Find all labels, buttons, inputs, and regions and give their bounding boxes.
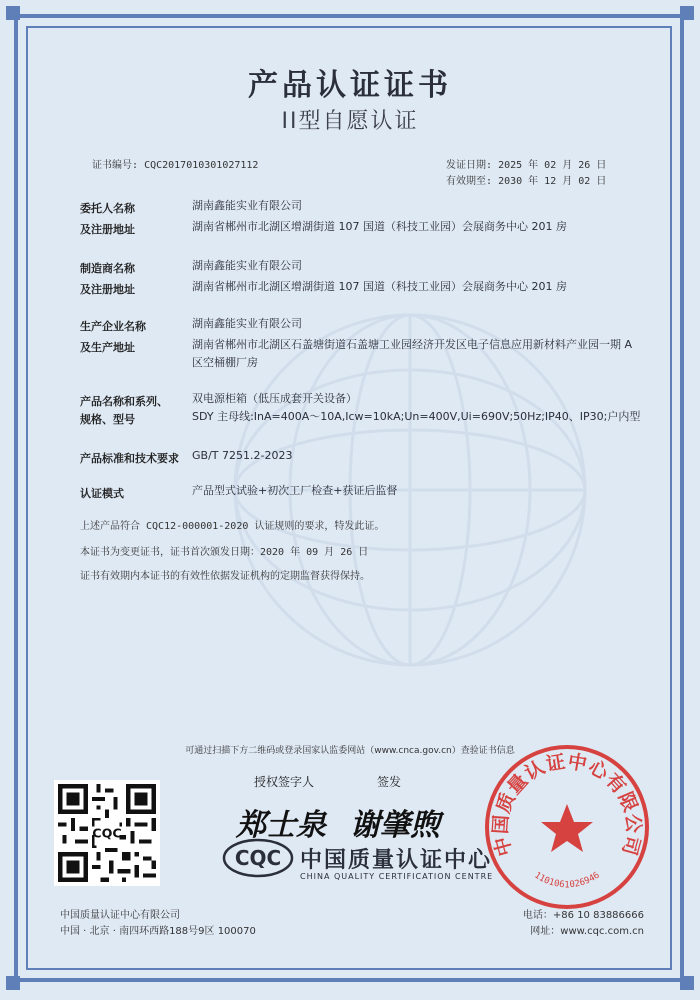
statement: 上述产品符合 CQC12-000001-2020 认证规则的要求，特发此证。 — [80, 521, 385, 532]
verify-note: 可通过扫描下方二维码或登录国家认监委网站（www.cnca.gov.cn）查验证书信息 — [185, 746, 515, 756]
factory-name-label: 生产企业名称 — [80, 320, 146, 333]
org-name-cn: 中国质量认证中心 — [300, 848, 493, 873]
authorized-signature: 郑士泉 — [236, 808, 326, 843]
factory-address-line: 湖南省郴州市北湖区石盖塘街道石盖塘工业园经济开发区电子信息应用新材料产业园一期 A — [192, 338, 633, 351]
maker-address: 湖南省郴州市北湖区增湖街道 107 国道（科技工业园）会展商务中心 201 房 — [192, 280, 567, 293]
factory-name: 湖南鑫能实业有限公司 — [192, 317, 302, 330]
statement: 本证书为变更证书，证书首次颁发日期：2020 年 09 月 26 日 — [80, 547, 369, 558]
cert-mode-value: 产品型式试验+初次工厂检查+获证后监督 — [192, 484, 398, 497]
client-name-label: 委托人名称 — [80, 202, 135, 215]
cqc-logo-text: CQC — [234, 846, 282, 870]
issuer-signature: 谢肇煦 — [350, 808, 440, 843]
cert-number-value: CQC2017010301027112 — [144, 160, 259, 171]
seal-ring-text: 中国质量认证中心有限公司 — [489, 750, 645, 859]
corner-ornament — [6, 976, 20, 990]
standard-label: 产品标准和技术要求 — [80, 452, 179, 465]
statement: 证书有效期内本证书的有效性依据发证机构的定期监督获得保持。 — [80, 571, 370, 582]
qr-code[interactable] — [54, 780, 160, 886]
expiry-date-value: 2030 年 12 月 02 日 — [498, 176, 607, 187]
certificate-subtitle: II型自愿认证 — [281, 109, 419, 134]
footer-org: 中国质量认证中心有限公司 — [60, 910, 180, 921]
issue-date — [446, 156, 606, 171]
factory-address — [192, 336, 652, 372]
product-name: 双电源柜箱（低压成套开关设备） — [192, 392, 357, 405]
footer-phone: 电话：+86 10 83886666 — [522, 910, 644, 921]
corner-ornament — [6, 6, 20, 20]
factory-address-line: 区空桶棚厂房 — [192, 356, 258, 369]
expiry-date — [446, 172, 606, 187]
client-address-label: 及注册地址 — [80, 223, 135, 236]
client-name: 湖南鑫能实业有限公司 — [192, 199, 302, 212]
factory-address-label: 及生产地址 — [80, 341, 135, 354]
corner-ornament — [680, 6, 694, 20]
maker-address-label: 及注册地址 — [80, 283, 135, 296]
maker-name-label: 制造商名称 — [80, 262, 135, 275]
cert-mode-label: 认证模式 — [80, 487, 124, 500]
issuer-label: 签发 — [377, 775, 402, 789]
cert-number-label: 证书编号: — [92, 160, 139, 171]
corner-ornament — [680, 976, 694, 990]
qr-logo-text: CQC — [92, 825, 122, 841]
footer-address: 中国 · 北京 · 南四环西路188号9区 100070 — [60, 926, 256, 937]
issue-date-value: 2025 年 02 月 26 日 — [498, 160, 607, 171]
maker-name: 湖南鑫能实业有限公司 — [192, 259, 302, 272]
standard-value: GB/T 7251.2-2023 — [192, 449, 293, 462]
certificate-title: 产品认证证书 — [248, 68, 452, 103]
org-name-en: CHINA QUALITY CERTIFICATION CENTRE — [300, 872, 494, 881]
authorized-signatory-label: 授权签字人 — [254, 775, 315, 789]
cert-number — [92, 156, 258, 171]
cqc-logo-icon — [222, 838, 294, 878]
issue-date-label: 发证日期: — [446, 160, 493, 171]
product-spec: SDY 主母线:InA=400A～10A,Icw=10kA;Un=400V,Ui=690V;50Hz;IP40、IP30;户内型 — [192, 410, 641, 423]
footer-website[interactable]: 网址：www.cqc.com.cn — [530, 926, 644, 937]
expiry-date-label: 有效期至: — [446, 176, 493, 187]
product-label: 产品名称和系列、 — [80, 395, 168, 408]
svg-text:1101061026946 — [532, 871, 601, 891]
official-seal-stamp — [482, 742, 652, 912]
product-spec-label: 规格、型号 — [80, 413, 135, 426]
seal-code: 1101061026946 — [532, 870, 602, 891]
client-address: 湖南省郴州市北湖区增湖街道 107 国道（科技工业园）会展商务中心 201 房 — [192, 220, 567, 233]
